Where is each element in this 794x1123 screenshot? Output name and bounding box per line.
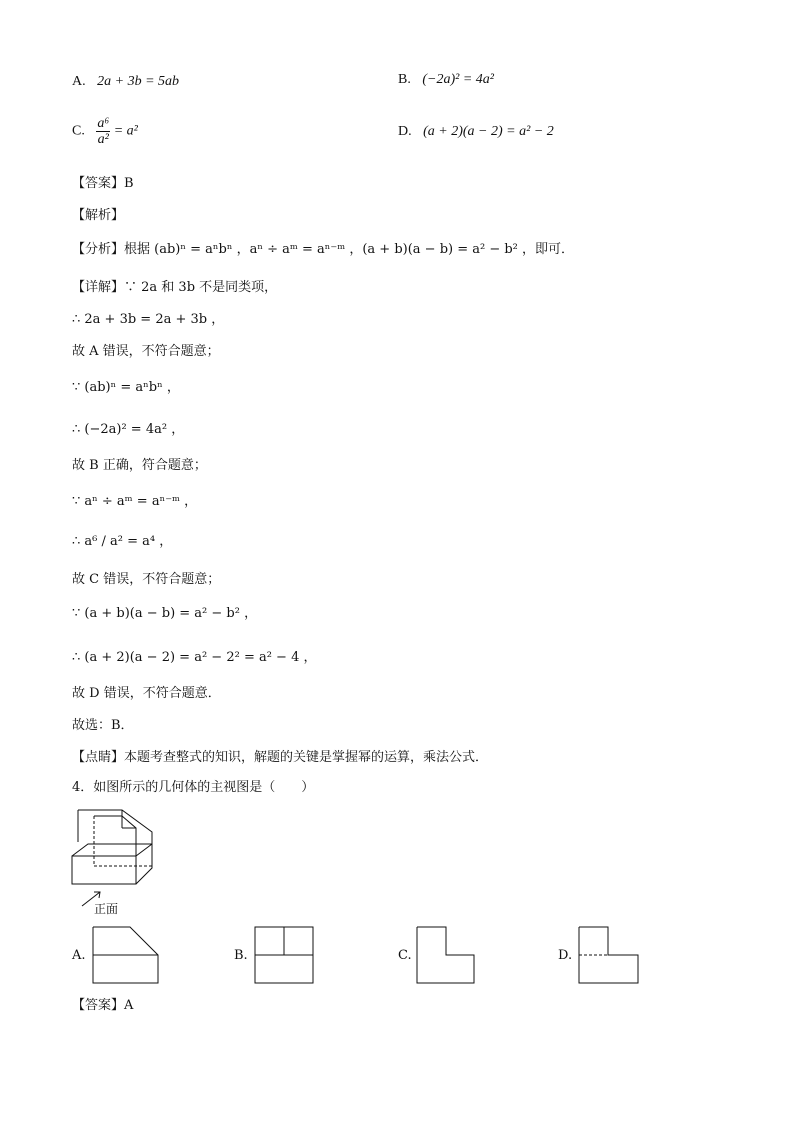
q4-option-a-label: A. — [72, 948, 86, 963]
q4-option-b-figure — [254, 926, 316, 986]
solution-line: ∴ (a + 2)(a − 2) = a² − 2² = a² − 4 ， — [72, 650, 317, 665]
solution-line: 【点睛】本题考查整式的知识，解题的关键是掌握幂的运算，乘法公式． — [72, 750, 489, 765]
option-a-expr: 2a + 3b = 5ab — [97, 74, 180, 89]
option-d-expr: (a + 2)(a − 2) = a² − 2 — [423, 124, 554, 139]
option-c-label: C. — [72, 123, 85, 139]
solution-line: 【分析】根据 (ab)ⁿ = aⁿbⁿ ，aⁿ ÷ aᵐ = aⁿ⁻ᵐ ，(a + b)(a − b) = a² − b² ，即可． — [72, 242, 575, 257]
answer-value: B — [124, 176, 134, 191]
option-d-label: D. — [398, 124, 412, 139]
option-c-denominator: a² — [97, 132, 109, 147]
answer-q4 — [72, 994, 133, 1013]
answer-tag: 【答案】 — [72, 998, 125, 1013]
answer-q3 — [72, 172, 134, 191]
option-d — [398, 124, 554, 140]
front-label: 正面 — [94, 902, 119, 916]
option-b — [398, 72, 494, 88]
q4-option-c-label: C. — [398, 948, 412, 963]
option-c-numerator: a⁶ — [97, 116, 110, 131]
option-a — [72, 74, 179, 90]
answer-tag: 【答案】 — [72, 176, 125, 191]
q4-option-b-label: B. — [234, 948, 248, 963]
solution-line: 故 D 错误，不符合题意． — [72, 686, 221, 701]
solution-line: 故 C 错误，不符合题意； — [72, 572, 221, 587]
solution-line: ∴ (−2a)² = 4a² ， — [72, 422, 185, 437]
option-c-fraction — [96, 116, 110, 147]
solution-line: ∴ a⁶ / a² = a⁴ ， — [72, 534, 173, 549]
q4-option-c-figure — [416, 926, 478, 986]
option-c — [72, 116, 138, 147]
solution-line: ∵ aⁿ ÷ aᵐ = aⁿ⁻ᵐ ， — [72, 494, 198, 509]
solution-line: ∵ (ab)ⁿ = aⁿbⁿ ， — [72, 380, 180, 395]
solution-line: 故 B 正确，符合题意； — [72, 458, 207, 473]
answer-value: A — [124, 998, 134, 1013]
solution-line: 【详解】∵ 2a 和 3b 不是同类项， — [72, 280, 278, 295]
solution-line: ∵ (a + b)(a − b) = a² − b² ， — [72, 606, 258, 621]
q4-option-a-figure — [92, 926, 160, 986]
solution-line: ∴ 2a + 3b = 2a + 3b ， — [72, 312, 225, 327]
option-b-expr: (−2a)² = 4a² — [422, 72, 494, 87]
q4-option-d-label: D. — [558, 948, 573, 963]
solution-line: 故 A 错误，不符合题意； — [72, 344, 220, 359]
option-c-rhs: = a² — [113, 123, 138, 139]
solution-line: 故选：B． — [72, 718, 134, 733]
q4-option-d-figure — [578, 926, 642, 986]
question-4-stem: 4．如图所示的几何体的主视图是（ ） — [72, 780, 315, 795]
analysis-tag: 【解析】 — [72, 208, 125, 223]
option-a-label: A. — [72, 74, 86, 89]
option-b-label: B. — [398, 72, 411, 87]
